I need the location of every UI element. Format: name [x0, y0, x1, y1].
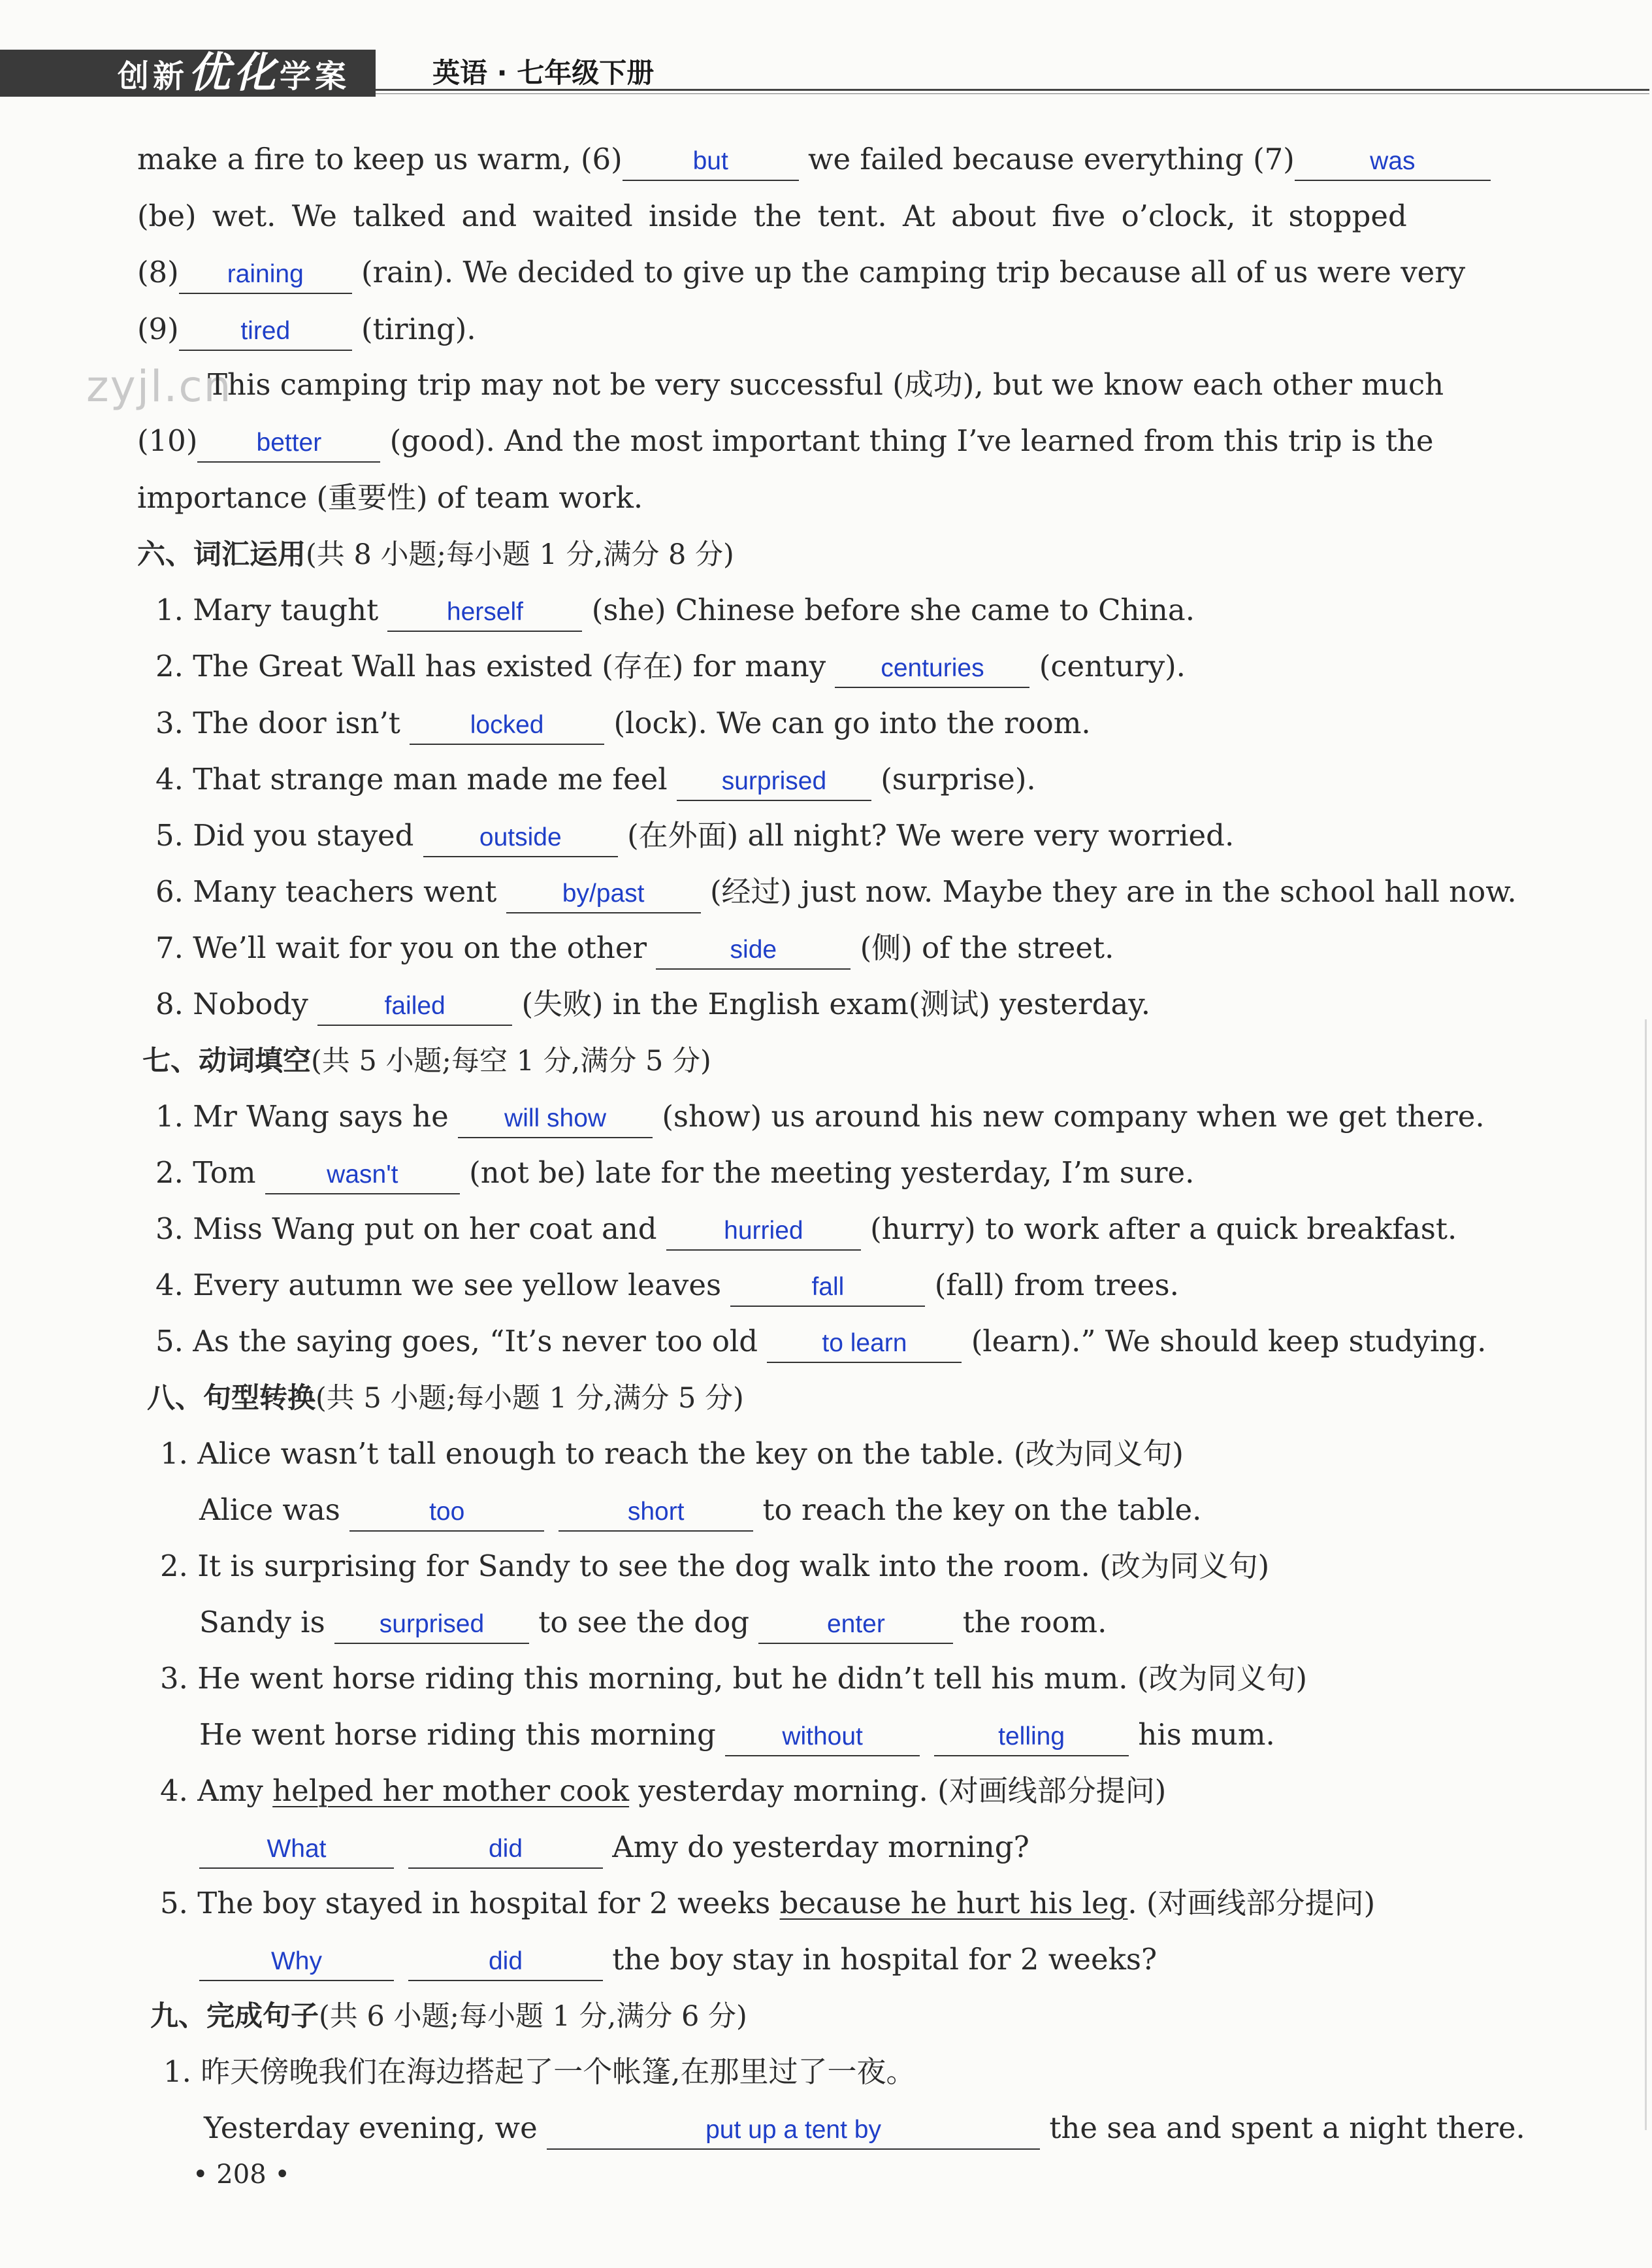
- question-text: Alice was: [199, 1492, 350, 1527]
- s8-rewrite-5: [199, 1940, 1157, 1981]
- blank-number: (6): [580, 142, 623, 176]
- page-number: • 208 •: [193, 2160, 290, 2190]
- section9-heading: [150, 1996, 747, 2036]
- answer: side: [730, 936, 777, 964]
- answer: herself: [446, 598, 523, 626]
- s8-rewrite-3: [199, 1715, 1275, 1756]
- question-text: to see the dog: [528, 1605, 759, 1639]
- answer: outside: [479, 823, 562, 851]
- s8-q3-blank-1[interactable]: [725, 1717, 920, 1756]
- watermark: zyjl.cn: [86, 361, 233, 412]
- section7-heading: [142, 1041, 711, 1081]
- passage-line-1: [137, 140, 1491, 181]
- question-text: Amy do yesterday morning?: [603, 1830, 1029, 1864]
- s6-answer-blank-6[interactable]: [506, 874, 701, 913]
- question-text: Yesterday evening, we: [204, 2111, 547, 2145]
- s8-q1-blank-1[interactable]: [349, 1492, 544, 1532]
- answer-blank-10[interactable]: [197, 423, 380, 463]
- s9-answer-blank-1[interactable]: [547, 2110, 1040, 2150]
- answer: centuries: [881, 654, 984, 682]
- answer-blank-6[interactable]: [623, 141, 799, 181]
- section-rule: (共 5 小题;每空 1 分,满分 5 分): [311, 1045, 711, 1077]
- question-text: 3. Miss Wang put on her coat and: [155, 1211, 666, 1246]
- passage-text: (good). And the most important thing I’ve learned from this trip is the: [380, 423, 1434, 458]
- section-title: 九、完成句子: [150, 2000, 319, 2033]
- answer-blank-9[interactable]: [179, 311, 352, 351]
- s7-answer-blank-5[interactable]: [767, 1323, 962, 1363]
- answer: surprised: [721, 767, 827, 795]
- section-title: 八、句型转换: [147, 1382, 316, 1415]
- s6-answer-blank-5[interactable]: [423, 817, 618, 857]
- answer-10: better: [256, 429, 322, 457]
- s8-question-2: 2. It is surprising for Sandy to see the dog walk into the room. (改为同义句): [160, 1549, 1270, 1583]
- s6-question-4: [155, 760, 1036, 801]
- blank-number: (9): [137, 312, 179, 346]
- question-text: 8. Nobody: [155, 987, 318, 1021]
- s7-question-2: [155, 1153, 1194, 1194]
- blank-number: (10): [137, 423, 198, 458]
- question-text: (fall) from trees.: [925, 1268, 1179, 1302]
- question-text: 4. Every autumn we see yellow leaves: [155, 1268, 731, 1302]
- answer: by/past: [562, 879, 645, 908]
- s8-question-1: 1. Alice wasn’t tall enough to reach the key on the table. (改为同义句): [160, 1436, 1184, 1471]
- brand-part-3: 学案: [280, 58, 351, 95]
- question-text: 3. The door isn’t: [155, 706, 410, 740]
- s9-question-1: [204, 2109, 1525, 2150]
- passage-line-2: (be) wet. We talked and waited inside the tent. At about five o’clock, it stopped: [137, 199, 1407, 233]
- s8-q3-blank-2[interactable]: [934, 1717, 1129, 1756]
- s8-rewrite-2: [199, 1603, 1107, 1644]
- question-text: (show) us around his new company when we get there.: [653, 1099, 1485, 1134]
- s6-question-2: [155, 647, 1186, 688]
- s8-q2-blank-1[interactable]: [334, 1604, 529, 1644]
- section6-heading: [137, 534, 734, 574]
- answer: did: [488, 1947, 523, 1975]
- s8-rewrite-4: [199, 1828, 1029, 1869]
- question-text: 1. Mr Wang says he: [155, 1099, 459, 1134]
- question-text: 2. Tom: [155, 1155, 265, 1190]
- question-text: (hurry) to work after a quick breakfast.: [860, 1211, 1457, 1246]
- s7-question-4: [155, 1266, 1179, 1307]
- section-rule: (共 6 小题;每小题 1 分,满分 6 分): [319, 2000, 747, 2033]
- brand-part-2: 优化: [188, 49, 280, 97]
- question-text: 4. That strange man made me feel: [155, 762, 677, 797]
- s7-question-3: [155, 1209, 1457, 1251]
- section-title: 七、动词填空: [142, 1045, 311, 1077]
- answer: will show: [504, 1104, 607, 1132]
- blank-number: (7): [1253, 142, 1295, 176]
- question-text: (century).: [1029, 649, 1186, 683]
- passage-line-6: [137, 421, 1434, 463]
- answer: telling: [998, 1722, 1065, 1750]
- s6-answer-blank-7[interactable]: [656, 930, 850, 970]
- question-text: (经过) just now. Maybe they are in the school hall now.: [700, 874, 1517, 909]
- section-rule: (共 5 小题;每小题 1 分,满分 5 分): [316, 1382, 744, 1415]
- question-text: 7. We’ll wait for you on the other: [155, 930, 656, 965]
- answer-7: was: [1370, 147, 1416, 175]
- question-text: the boy stay in hospital for 2 weeks?: [603, 1942, 1158, 1977]
- answer: failed: [384, 992, 445, 1020]
- s7-answer-blank-3[interactable]: [666, 1211, 861, 1251]
- question-text: He went horse riding this morning: [199, 1717, 726, 1752]
- answer: surprised: [379, 1610, 485, 1638]
- question-text: (失败) in the English exam(测试) yesterday.: [512, 987, 1151, 1021]
- answer: Why: [271, 1947, 322, 1975]
- section8-heading: [147, 1378, 744, 1418]
- question-text: (learn).” We should keep studying.: [962, 1324, 1487, 1358]
- s6-question-8: [155, 985, 1150, 1026]
- question-text: to reach the key on the table.: [753, 1492, 1202, 1527]
- s6-question-5: [155, 816, 1234, 857]
- question-text: (she) Chinese before she came to China.: [582, 593, 1195, 627]
- answer-blank-8[interactable]: [179, 254, 352, 294]
- s8-question-3: 3. He went horse riding this morning, but he didn’t tell his mum. (改为同义句): [160, 1661, 1308, 1696]
- section-rule: (共 8 小题;每小题 1 分,满分 8 分): [306, 538, 734, 571]
- answer: too: [429, 1498, 465, 1526]
- s8-question-5: [160, 1884, 1375, 1923]
- passage-text: make a fire to keep us warm,: [137, 142, 581, 176]
- blank-number: (8): [137, 255, 179, 289]
- s8-q4-blank-2[interactable]: [408, 1829, 603, 1869]
- answer: did: [488, 1835, 523, 1863]
- answer-9: tired: [240, 317, 291, 345]
- answer: short: [627, 1498, 685, 1526]
- header-title: 英语 · 七年级下册: [432, 57, 655, 89]
- question-text: . (对画线部分提问): [1127, 1886, 1376, 1920]
- question-text: 4. Amy: [160, 1773, 273, 1808]
- header-brand: [118, 50, 350, 97]
- answer: hurried: [724, 1217, 803, 1245]
- passage-line-7: importance (重要性) of team work.: [137, 480, 643, 515]
- s6-answer-blank-4[interactable]: [677, 761, 871, 801]
- question-text: (在外面) all night? We were very worried.: [617, 818, 1235, 853]
- answer: wasn't: [327, 1160, 398, 1189]
- question-text: Sandy is: [199, 1605, 334, 1639]
- s6-answer-blank-3[interactable]: [410, 705, 604, 745]
- answer: enter: [826, 1610, 885, 1638]
- question-text: 6. Many teachers went: [155, 874, 506, 909]
- s6-question-1: [155, 591, 1195, 632]
- passage-text: we failed because everything: [798, 142, 1254, 176]
- s7-answer-blank-2[interactable]: [265, 1155, 460, 1194]
- answer: put up a tent by: [705, 2116, 881, 2144]
- passage-line-4: [137, 310, 476, 351]
- question-text: yesterday morning. (对画线部分提问): [629, 1773, 1167, 1808]
- s8-q1-blank-2[interactable]: [559, 1492, 753, 1532]
- answer: locked: [470, 711, 544, 739]
- passage-line-5: This camping trip may not be very successful (成功), but we know each other much: [208, 367, 1444, 402]
- question-text: 1. Mary taught: [155, 593, 388, 627]
- s8-question-4: [160, 1771, 1166, 1811]
- underlined-phrase: because he hurt his leg: [779, 1886, 1128, 1920]
- s9-question-1-cn: 1. 昨天傍晚我们在海边搭起了一个帐篷,在那里过了一夜。: [163, 2054, 916, 2089]
- question-text: 5. As the saying goes, “It’s never too old: [155, 1324, 768, 1358]
- question-text: his mum.: [1129, 1717, 1275, 1752]
- answer-8: raining: [227, 260, 304, 288]
- s6-question-7: [155, 929, 1114, 970]
- s8-q5-blank-1[interactable]: [199, 1941, 394, 1981]
- scan-edge-line: [1645, 1019, 1647, 2130]
- section-title: 六、词汇运用: [137, 538, 306, 571]
- answer-6: but: [692, 147, 728, 175]
- s6-question-3: [155, 704, 1091, 745]
- underlined-phrase: helped her mother cook: [272, 1773, 630, 1808]
- header-rule-thin: [376, 93, 1649, 94]
- s6-question-6: [155, 872, 1517, 913]
- s6-answer-blank-2[interactable]: [835, 648, 1029, 688]
- passage-text: (rain). We decided to give up the camping trip because all of us were very: [351, 255, 1466, 289]
- passage-line-3: [137, 253, 1465, 294]
- s6-answer-blank-8[interactable]: [317, 986, 512, 1026]
- answer: without: [782, 1722, 863, 1750]
- s7-question-1: [155, 1097, 1485, 1138]
- question-text: (not be) late for the meeting yesterday, I’m sure.: [459, 1155, 1195, 1190]
- question-text: 2. The Great Wall has existed (存在) for many: [155, 649, 835, 683]
- s7-question-5: [155, 1322, 1486, 1363]
- question-text: 5. Did you stayed: [155, 818, 423, 853]
- s8-q4-blank-1[interactable]: [199, 1829, 394, 1869]
- question-text: the sea and spent a night there.: [1040, 2111, 1525, 2145]
- answer: fall: [811, 1273, 845, 1301]
- question-text: (侧) of the street.: [850, 930, 1114, 965]
- answer: to learn: [822, 1329, 907, 1357]
- question-text: (lock). We can go into the room.: [604, 706, 1091, 740]
- answer-blank-7[interactable]: [1295, 141, 1491, 181]
- s7-answer-blank-1[interactable]: [458, 1098, 653, 1138]
- passage-text: (tiring).: [351, 312, 476, 346]
- s6-answer-blank-1[interactable]: [387, 592, 582, 632]
- s8-rewrite-1: [199, 1490, 1201, 1532]
- s8-q5-blank-2[interactable]: [408, 1941, 603, 1981]
- answer: What: [267, 1835, 327, 1863]
- s8-q2-blank-2[interactable]: [758, 1604, 953, 1644]
- question-text: the room.: [953, 1605, 1107, 1639]
- question-text: 5. The boy stayed in hospital for 2 weeks: [160, 1886, 780, 1920]
- header-rule: [376, 89, 1649, 91]
- s7-answer-blank-4[interactable]: [730, 1267, 925, 1307]
- brand-part-1: 创新: [118, 58, 189, 95]
- question-text: (surprise).: [871, 762, 1036, 797]
